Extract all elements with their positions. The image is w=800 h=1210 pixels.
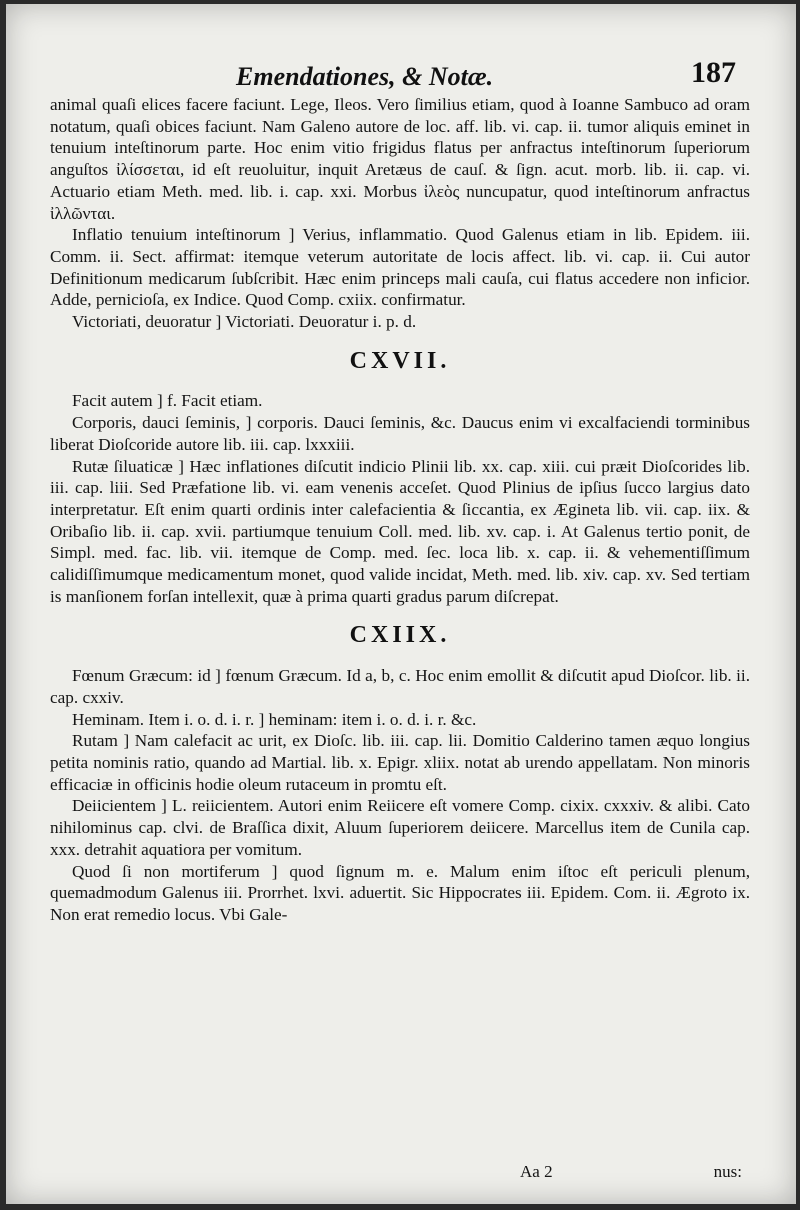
- page-footer: [50, 1162, 750, 1186]
- catchword: nus:: [713, 1162, 742, 1181]
- paragraph: Rutæ ſiluaticæ ] Hæc inflationes diſcutit indicio Plinii lib. xx. cap. xiii. cui præit Dioſcorides lib. iii. cap. liii. Sed Præfatione lib. vi. eam venenis acceſet. Quod Plinius de ipſius ſucco largius dato interpretatur. Eſt enim quarti ordinis inter calefacientia & ſiccantia, ex Ægineta lib. vii. cap. iix. & Oribaſio lib. ii. cap. xvii. partiumque tenuium Coll. med. lib. xv. cap. i. At Galenus tertio ponit, de Simpl. med. fac. lib. vii. itemque de Comp. med. ſec. loca lib. x. cap. ii. & vehementiſſimum calidiſſimumque medicamentum monet, quod valide incidat, Meth. med. lib. xiv. cap. xv. Sed tertiam is manſionem forſan intellexit, quæ à prima quarti gradus parum diſcrepat.: [50, 456, 750, 606]
- paragraph: Corporis, dauci ſeminis, ] corporis. Dauci ſeminis, &c. Daucus enim vi excalfaciendi torminibus liberat Dioſcoride autore lib. iii. cap. lxxxiii.: [50, 413, 750, 454]
- section-heading: CXVII.: [349, 347, 451, 374]
- paragraph: Heminam. Item i. o. d. i. r. ] heminam: item i. o. d. i. r. &c.: [72, 709, 477, 729]
- running-head: Emendationes, & Notæ.: [236, 62, 494, 91]
- page-number: 187: [691, 56, 736, 89]
- paragraph: animal quaſi elices facere faciunt. Lege, Ileos. Vero ſimilius etiam, quod à Ioanne Sambuco ad oram notatum, quaſi obices faciunt. Nam Galeno autore de loc. aff. lib. vi. cap. ii. tumor aliquis eminet in tenuium inteſtinorum parte. Hoc enim vitio frigidus flatus per anfractus inteſtinorum ſuperiorum anguſtos ἰλίσσεται, id eſt reuoluitur, inquit Aretæus de cauſ. & ſign. acut. morb. lib. ii. cap. vi. Actuario etiam Meth. med. lib. i. cap. xxi. Morbus ἰλεὸς nuncupatur, quod inteſtinorum anfractus ἰλλῶνται.: [50, 95, 750, 223]
- paragraph: Rutam ] Nam calefacit ac urit, ex Dioſc. lib. iii. cap. lii. Domitio Calderino tamen æquo longius petita nominis ratio, quando ad Martial. lib. x. Epigr. xliix. notat ab urendo appellatam. Non minoris efficaciæ in officinis hodie oleum rutaceum in promtu eſt.: [50, 731, 750, 794]
- paragraph: Deiicientem ] L. reiicientem. Autori enim Reiicere eſt vomere Comp. cixix. cxxxiv. & alibi. Cato nihilominus cap. clvi. de Braſſica dixit, Aluum ſuperiorem deiicere. Marcellus item de Cunila cap. xxx. detrahit aquatiora per vomitum.: [50, 796, 750, 859]
- paragraph: Quod ſi non mortiferum ] quod ſignum m. e. Malum enim iſtoc eſt periculi plenum, quemadmodum Galenus iii. Prorrhet. lxvi. aduertit. Sic Hippocrates iii. Epidem. Com. ii. Ægroto ix. Non erat remedio locus. Vbi Gale-: [50, 861, 750, 924]
- paragraph: Victoriati, deuoratur ] Victoriati. Deuoratur i. p. d.: [72, 312, 417, 332]
- paragraph: Facit autem ] f. Facit etiam.: [72, 391, 263, 411]
- signature-mark: Aa 2: [520, 1162, 553, 1181]
- body-text: [50, 94, 750, 926]
- paragraph: Inflatio tenuium inteſtinorum ] Verius, inflammatio. Quod Galenus etiam in lib. Epidem. iii. Comm. ii. Sect. affirmat: itemque veterum autoritate de locis affect. lib. vi. cap. ii. Cui autor Definitionum medicarum ſubſcribit. Hæc enim princeps mali cauſa, cui flatus accedere non inficior. Adde, pernicioſa, ex Indice. Quod Comp. cxiix. confirmatur.: [50, 225, 750, 310]
- book-page: [6, 4, 796, 1204]
- section-heading: CXIIX.: [349, 622, 451, 649]
- paragraph: Fœnum Græcum: id ] fœnum Græcum. Id a, b, c. Hoc enim emollit & diſcutit apud Dioſcor. lib. ii. cap. cxxiv.: [50, 666, 750, 707]
- page-header: [46, 56, 746, 96]
